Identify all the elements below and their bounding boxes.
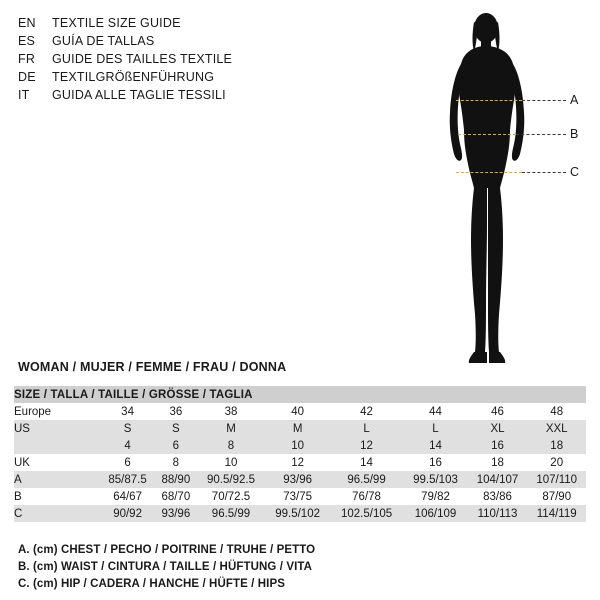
footnote-a: A. (cm) CHEST / PECHO / POITRINE / TRUHE / PETTO <box>18 544 316 556</box>
footnote-c: C. (cm) HIP / CADERA / HANCHE / HÜFTE / HIPS <box>18 578 286 590</box>
cell: M <box>226 422 236 435</box>
cell: 68/70 <box>161 490 191 503</box>
cell: 6 <box>172 439 180 452</box>
body-measurement-figure <box>430 8 590 368</box>
cell: 46 <box>491 405 504 418</box>
cell: 14 <box>429 439 442 452</box>
legend-text-es: GUÍA DE TALLAS <box>52 34 155 48</box>
cell: 85/87.5 <box>108 473 147 486</box>
legend-code-it: IT <box>18 88 30 102</box>
legend-row <box>18 86 338 104</box>
measure-label-c: C <box>570 165 580 179</box>
legend-row <box>18 14 338 32</box>
language-legend <box>18 14 338 104</box>
cell: 102.5/105 <box>340 507 393 520</box>
cell: 8 <box>227 439 235 452</box>
legend-code-en: EN <box>18 16 36 30</box>
cell: M <box>292 422 303 435</box>
row-label-us-numeric <box>14 437 100 454</box>
cell: 96.5/99 <box>347 473 386 486</box>
guide-line-waist <box>458 134 516 135</box>
cell: 83/86 <box>483 490 512 503</box>
cell: 76/78 <box>352 490 381 503</box>
measure-label-a: A <box>570 93 579 107</box>
cell: 4 <box>124 439 131 452</box>
cell: 79/82 <box>421 490 450 503</box>
legend-text-it: GUIDA ALLE TAGLIE TESSILI <box>52 88 226 102</box>
table-row <box>14 488 586 505</box>
cell: 42 <box>360 405 373 418</box>
measurement-legend <box>18 542 578 593</box>
cell: 93/96 <box>283 473 312 486</box>
table-row <box>14 420 586 437</box>
measure-label-b: B <box>570 127 579 141</box>
woman-silhouette-icon <box>430 8 590 368</box>
leader-line-a <box>522 100 566 101</box>
legend-row <box>18 68 338 86</box>
legend-row <box>18 32 338 50</box>
cell: 114/119 <box>536 507 577 520</box>
table-row <box>14 403 586 420</box>
cell: 107/110 <box>536 473 578 486</box>
cell: 48 <box>550 405 564 418</box>
legend-text-fr: GUIDE DES TAILLES TEXTILE <box>52 52 233 66</box>
row-label-c: C <box>14 507 23 520</box>
cell: 90/92 <box>113 507 142 520</box>
cell: 64/67 <box>113 490 142 503</box>
cell: 16 <box>491 439 504 452</box>
cell: XL <box>490 422 505 435</box>
cell: 90.5/92.5 <box>207 473 255 486</box>
cell: 99.5/103 <box>413 473 458 486</box>
row-label-b: B <box>14 490 22 503</box>
legend-code-fr: FR <box>18 52 36 66</box>
cell: 87/90 <box>542 490 572 503</box>
cell: 18 <box>550 439 564 452</box>
cell: 16 <box>429 456 442 469</box>
cell: S <box>123 422 132 435</box>
table-row <box>14 505 586 522</box>
cell: 110/113 <box>477 507 518 520</box>
cell: 99.5/102 <box>275 507 320 520</box>
legend-text-en: TEXTILE SIZE GUIDE <box>52 16 181 30</box>
cell: 20 <box>550 456 564 469</box>
cell: 34 <box>121 405 134 418</box>
cell: 6 <box>124 456 131 469</box>
legend-row <box>18 50 338 68</box>
cell: 96.5/99 <box>211 507 251 520</box>
cell: 44 <box>429 405 442 418</box>
cell: 12 <box>360 439 373 452</box>
cell: 10 <box>291 439 305 452</box>
cell: 106/109 <box>414 507 457 520</box>
leader-line-c <box>522 172 566 173</box>
cell: XXL <box>545 422 568 435</box>
legend-text-de: TEXTILGRÖßENFÜHRUNG <box>52 70 215 84</box>
table-row <box>14 454 586 471</box>
legend-code-de: DE <box>18 70 36 84</box>
cell: 93/96 <box>161 507 191 520</box>
cell: 10 <box>224 456 238 469</box>
guide-line-chest <box>456 100 522 101</box>
cell: 14 <box>360 456 373 469</box>
size-table <box>14 386 586 522</box>
cell: 70/72.5 <box>211 490 251 503</box>
table-row <box>14 437 586 454</box>
guide-line-hip <box>456 172 522 173</box>
cell: 8 <box>172 456 180 469</box>
leader-line-b <box>516 134 566 135</box>
cell: 38 <box>224 405 238 418</box>
table-header-row <box>14 386 586 403</box>
section-title-woman: WOMAN / MUJER / FEMME / FRAU / DONNA <box>18 360 287 374</box>
row-label-uk: UK <box>14 456 30 469</box>
cell: 73/75 <box>283 490 312 503</box>
cell: 88/90 <box>161 473 191 486</box>
cell: 36 <box>169 405 183 418</box>
cell: 40 <box>291 405 305 418</box>
cell: 12 <box>291 456 305 469</box>
row-label-europe: Europe <box>14 405 52 418</box>
row-label-a: A <box>14 473 22 486</box>
table-row <box>14 471 586 488</box>
cell: 104/107 <box>476 473 519 486</box>
table-header-label: SIZE / TALLA / TAILLE / GRÖSSE / TAGLIA <box>14 388 253 401</box>
footnote-b: B. (cm) WAIST / CINTURA / TAILLE / HÜFTUNG / VITA <box>18 561 313 573</box>
cell: S <box>172 422 180 435</box>
row-label-us: US <box>14 422 30 435</box>
cell: 18 <box>491 456 504 469</box>
legend-code-es: ES <box>18 34 36 48</box>
cell: L <box>363 422 370 435</box>
cell: L <box>432 422 439 435</box>
